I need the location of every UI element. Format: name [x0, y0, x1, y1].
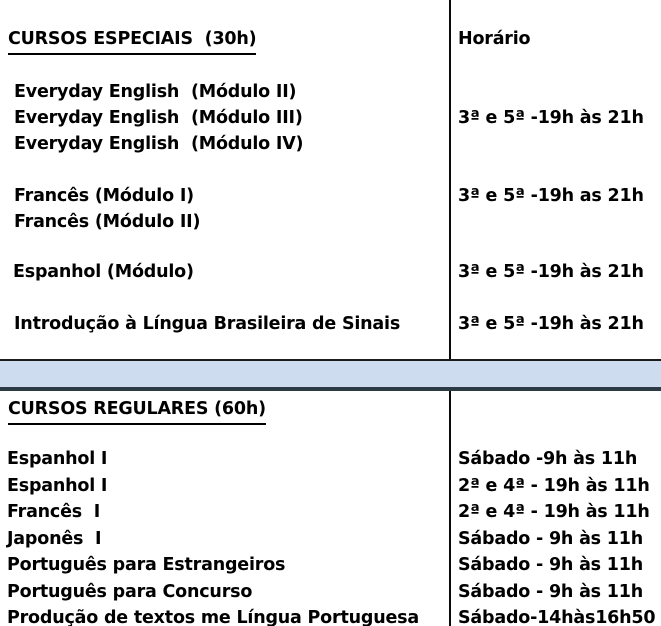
course-time-cell — [458, 105, 644, 131]
course-time-cell — [458, 259, 644, 285]
table-row — [0, 499, 661, 526]
course-group-espanhol — [13, 259, 194, 285]
course-time-cell — [458, 311, 644, 337]
regulares-rows — [0, 446, 661, 626]
course-name: Francês (Módulo I) — [14, 186, 194, 206]
course-name: Português para Estrangeiros — [7, 555, 286, 575]
course-name: Português para Concurso — [7, 581, 253, 602]
course-time: Sábado -9h às 11h — [458, 449, 638, 469]
especiais-header-row — [8, 26, 256, 55]
especiais-section-title: CURSOS ESPECIAIS (30h) — [8, 26, 256, 55]
course-name: Francês (Módulo II) — [14, 212, 201, 232]
section-separator-band — [0, 359, 661, 391]
course-name: Produção de textos me Língua Portuguesa — [7, 608, 419, 626]
horario-label: Horário — [458, 29, 531, 49]
course-name: Francês I — [7, 502, 101, 522]
course-time: Sábado-14hàs16h50 — [458, 608, 656, 626]
course-time: 2ª e 4ª - 19h às 11h — [458, 475, 650, 496]
course-time-cell — [458, 183, 644, 209]
course-time: 2ª e 4ª - 19h às 11h — [458, 502, 650, 522]
course-group-everyday-english — [14, 79, 303, 157]
course-name: Everyday English (Módulo III) — [14, 108, 303, 128]
table-row — [0, 473, 661, 500]
course-time: 3ª e 5ª -19h às 21h — [458, 262, 644, 282]
course-group-frances — [14, 183, 200, 235]
course-group-libras — [14, 311, 400, 337]
horario-column-header — [458, 26, 530, 52]
course-name: Everyday English (Módulo IV) — [14, 134, 304, 154]
course-time: 3ª e 5ª -19h às 21h — [458, 108, 644, 128]
course-time: Sábado - 9h às 11h — [458, 555, 644, 575]
course-time: Sábado - 9h às 11h — [458, 581, 644, 602]
course-name: Introdução à Língua Brasileira de Sinais — [14, 314, 401, 334]
regulares-section-title: CURSOS REGULARES (60h) — [8, 396, 266, 425]
course-name: Espanhol I — [7, 475, 108, 496]
table-row — [0, 605, 661, 626]
table-row — [0, 579, 661, 606]
table-row — [0, 526, 661, 553]
regulares-header-row — [8, 396, 266, 425]
course-name: Espanhol I — [7, 449, 108, 469]
course-time: 3ª e 5ª -19h às 21h — [458, 314, 644, 334]
course-name: Japonês I — [7, 528, 102, 549]
course-time: 3ª e 5ª -19h as 21h — [458, 186, 644, 206]
table-row — [0, 552, 661, 579]
table-row — [0, 446, 661, 473]
course-name: Espanhol (Módulo) — [13, 262, 194, 282]
course-time: Sábado - 9h às 11h — [458, 528, 644, 549]
course-name: Everyday English (Módulo II) — [14, 82, 297, 102]
